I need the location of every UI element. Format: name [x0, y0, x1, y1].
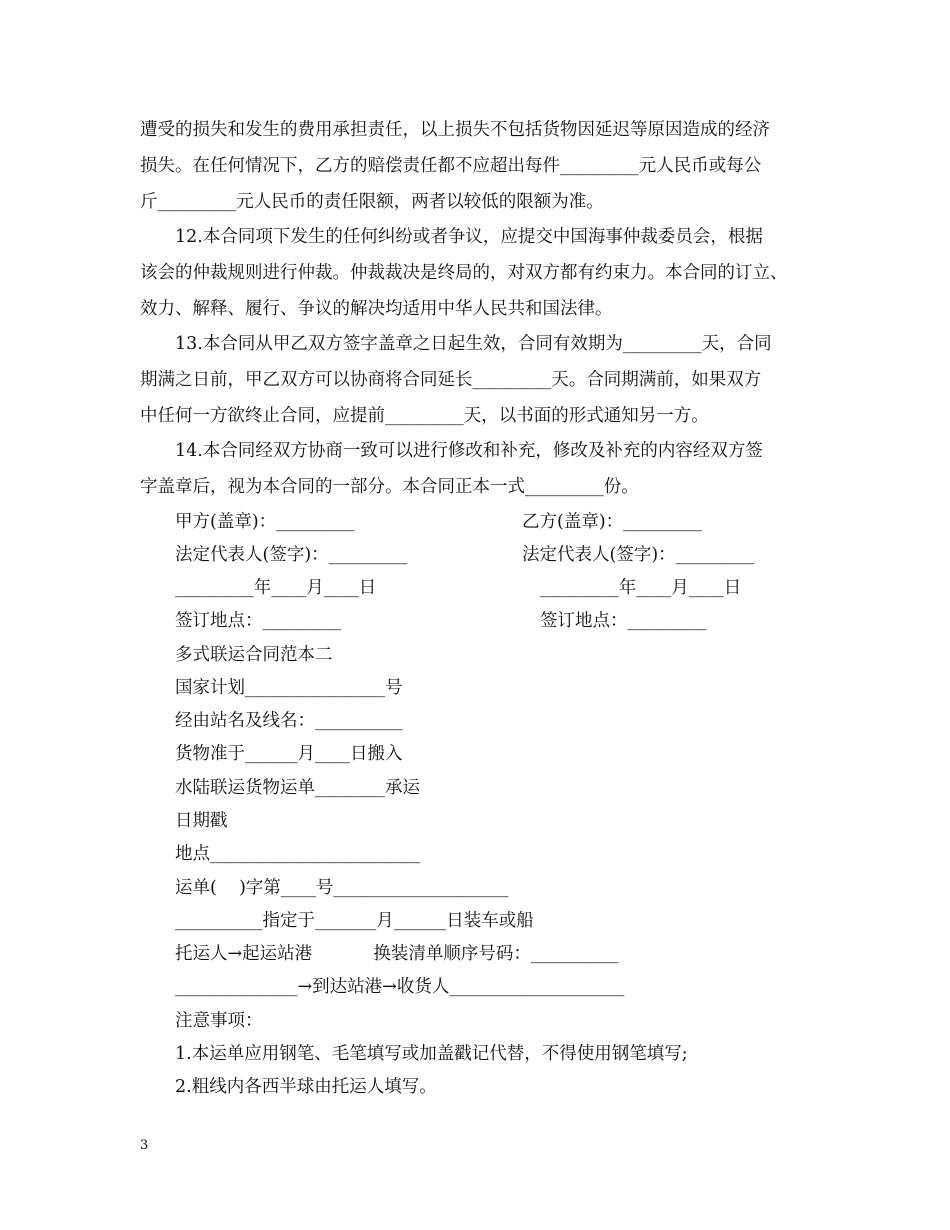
note-item: 1.本运单应用钢笔、毛笔填写或加盖戳记代替，不得使用钢笔填写;	[175, 1044, 688, 1064]
paragraph-line-clause-13: 13.本合同从甲乙双方签字盖章之日起生效，合同有效期为_________天，合同	[175, 334, 772, 354]
form-line: ______________→到达站港→收货人____________________	[175, 977, 625, 997]
party-a-seal: 甲方(盖章)：_________	[175, 512, 355, 532]
party-a-date: _________年____月____日	[175, 578, 377, 598]
form-line: 货物准于______月____日搬入	[175, 744, 403, 764]
paragraph-line: 效力、解释、履行、争议的解决均适用中华人民共和国法律。	[140, 299, 613, 319]
paragraph-line: 中任何一方欲终止合同，应提前_________天，以书面的形式通知另一方。	[140, 406, 709, 426]
form-title: 多式联运合同范本二	[175, 645, 333, 665]
paragraph-line: 损失。在任何情况下，乙方的赔偿责任都不应超出每件_________元人民币或每公	[140, 156, 762, 176]
paragraph-line: 斤_________元人民币的责任限额，两者以较低的限额为准。	[140, 192, 604, 212]
paragraph-line: 遭受的损失和发生的费用承担责任，以上损失不包括货物因延迟等原因造成的经济	[140, 120, 770, 140]
party-a-place: 签订地点：_________	[175, 611, 342, 631]
notes-heading: 注意事项：	[175, 1011, 263, 1031]
party-b-representative: 法定代表人(签字)：_________	[522, 545, 755, 565]
form-line: 日期戳	[175, 811, 228, 831]
page-number: 3	[140, 1138, 149, 1153]
paragraph-line-clause-12: 12.本合同项下发生的任何纠纷或者争议，应提交中国海事仲裁委员会，根据	[175, 227, 763, 247]
party-a-representative: 法定代表人(签字)：_________	[175, 545, 408, 565]
party-b-date: _________年____月____日	[540, 578, 742, 598]
paragraph-line: 字盖章后，视为本合同的一部分。本合同正本一式_________份。	[140, 477, 639, 497]
party-b-seal: 乙方(盖章)：_________	[522, 512, 702, 532]
form-line: 地点________________________	[175, 844, 420, 864]
paragraph-line-clause-14: 14.本合同经双方协商一致可以进行修改和补充，修改及补充的内容经双方签	[175, 441, 763, 461]
form-line: 托运人→起运站港 换装清单顺序号码：__________	[175, 944, 619, 964]
form-line: 运单( )字第____号____________________	[175, 878, 509, 898]
form-line: 国家计划________________号	[175, 678, 403, 698]
party-b-place: 签订地点：_________	[540, 611, 707, 631]
paragraph-line: 该会的仲裁规则进行仲裁。仲裁裁决是终局的，对双方都有约束力。本合同的订立、	[140, 263, 788, 283]
form-line: 水陆联运货物运单________承运	[175, 778, 420, 798]
paragraph-line: 期满之日前，甲乙双方可以协商将合同延长_________天。合同期满前，如果双方	[140, 370, 762, 390]
note-item: 2.粗线内各西半球由托运人填写。	[175, 1077, 437, 1097]
form-line: 经由站名及线名：__________	[175, 711, 403, 731]
form-line: __________指定于_______月______日装车或船	[175, 911, 534, 931]
